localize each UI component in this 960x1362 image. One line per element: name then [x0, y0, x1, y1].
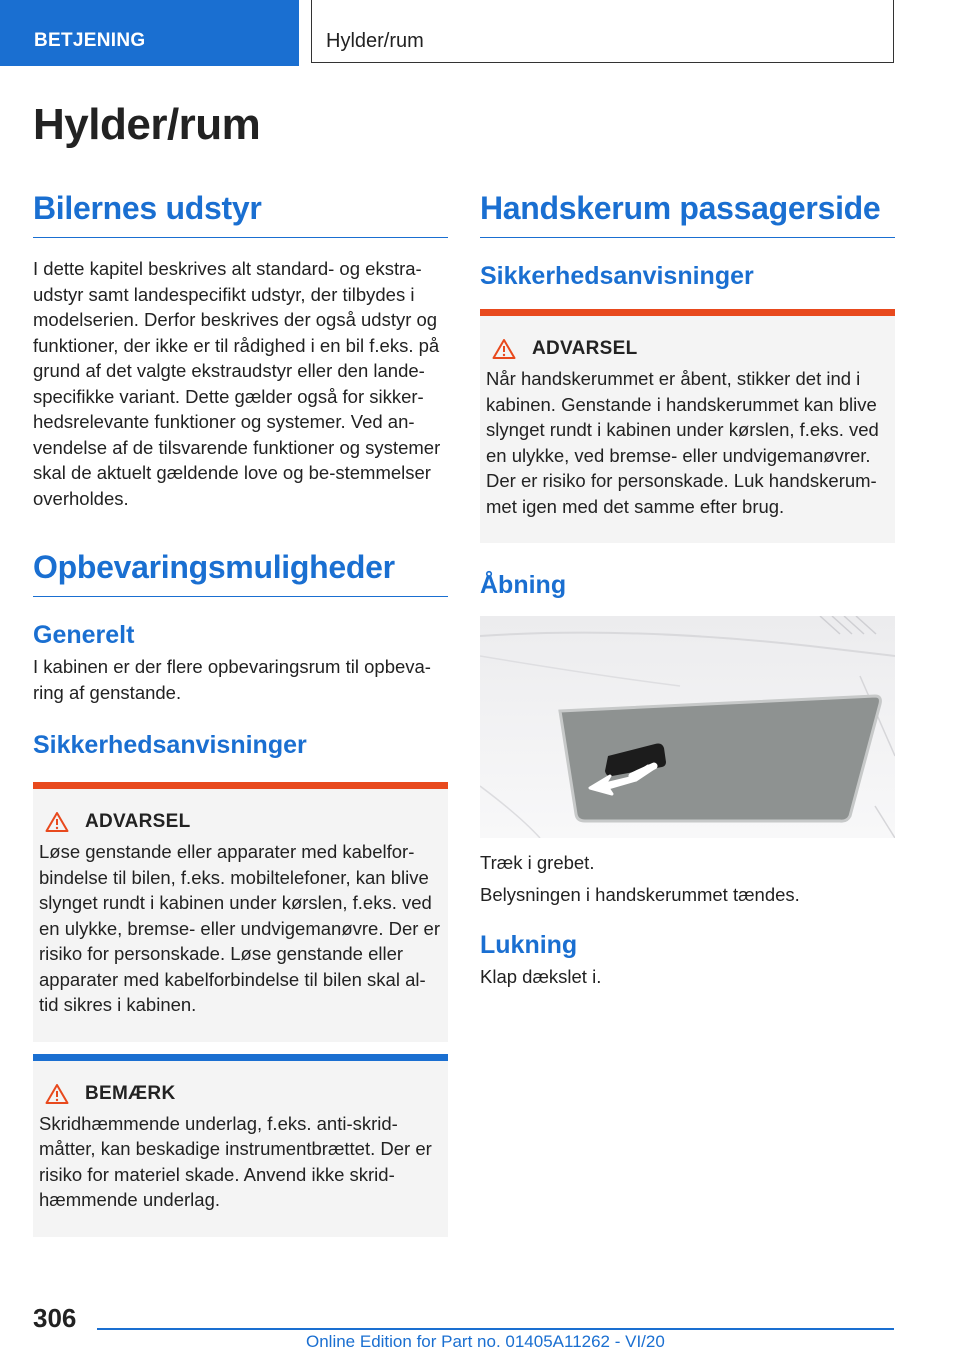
warning-text: Løse genstande eller apparater med kabelfor-bindelse til bilen, f.eks. mobiltelefoner, kan blive slynget rundt i kabinen under kørslen, f.eks. ved en ulykke, bremse- eller undvigemanøvre. Der er risiko for personskade. Løse genstande eller apparater med kabelforbindelse til bilen skal al-tid sikres i kabinen.: [39, 841, 440, 1015]
heading-general: Generelt: [33, 621, 135, 649]
notice-box: [33, 1054, 448, 1237]
page-number: 306: [33, 1303, 77, 1333]
right-column: [480, 190, 895, 990]
notice-header: [45, 1083, 440, 1105]
warning-triangle-icon: [45, 1083, 69, 1105]
page-title: Hylder/rum: [33, 100, 261, 149]
footer-divider: [97, 1328, 894, 1330]
warning-box: [33, 782, 448, 1042]
notice-text: Skridhæmmende underlag, f.eks. anti-skrid-måtter, kan beskadige instrumentbrættet. Der er risiko for materiel skade. Anvend ikke skrid-hæmmende underlag.: [39, 1112, 432, 1210]
heading-opening: Åbning: [480, 571, 567, 599]
warning-title: ADVARSEL: [85, 811, 191, 832]
heading-closing: Lukning: [480, 931, 578, 959]
equipment-paragraph: I dette kapitel beskrives alt standard- og ekstra-udstyr samt landespecifikt udstyr, der tilbydes i modelserien. Derfor beskrives der også udstyr og funktioner, der ikke er til rådighed i en bil f.eks. på grund af det valgte ekstraudstyr eller den lande-specifikke variant. Dette gælder også for sikker-hedsrelevante funktioner og systemer. Ved an-vendelse af de tilsvarende funktioner og systemer skal de aktuelt gældende love og be-stemmelser overholdes.: [33, 258, 441, 509]
warning-header-right: [492, 338, 887, 360]
warning-triangle-icon: [492, 338, 516, 360]
left-column: [33, 190, 448, 1237]
heading-glovebox: Handskerum passagerside: [480, 190, 895, 238]
heading-equipment: Bilernes udstyr: [33, 190, 448, 238]
general-paragraph: I kabinen er der flere opbevaringsrum til opbeva-ring af genstande.: [33, 656, 431, 703]
section-tab: [0, 0, 299, 66]
chapter-tab: [311, 0, 894, 63]
warning-triangle-icon: [45, 811, 69, 833]
warning-text-right: Når handskerummet er åbent, stikker det ind i kabinen. Genstande i handskerummet kan blive slynget rundt i kabinen under kørslen, f.eks. ved en ulykke, ved bremse- eller undvigemanøvrer. Der er risiko for personskade. Luk handskerum-met igen med det samme efter brug.: [486, 368, 879, 517]
warning-header: [45, 811, 440, 833]
heading-safety: Sikkerhedsanvisninger: [33, 731, 307, 759]
warning-title-right: ADVARSEL: [532, 338, 638, 359]
section-label: BETJENING: [34, 30, 146, 51]
notice-title: BEMÆRK: [85, 1082, 176, 1104]
closing-paragraph: Klap dækslet i.: [480, 966, 602, 987]
glovebox-drawing: [480, 616, 895, 838]
chapter-label: Hylder/rum: [326, 30, 424, 52]
opening-step-2: Belysningen i handskerummet tændes.: [480, 883, 800, 905]
heading-safety-right: Sikkerhedsanvisninger: [480, 262, 754, 290]
warning-box-right: [480, 309, 895, 543]
glovebox-illustration: [480, 616, 895, 838]
heading-storage: Opbevaringsmuligheder: [33, 549, 448, 597]
footer-edition: Online Edition for Part no. 01405A11262 - VI/20: [306, 1332, 665, 1351]
opening-step-1: Træk i grebet.: [480, 852, 595, 873]
